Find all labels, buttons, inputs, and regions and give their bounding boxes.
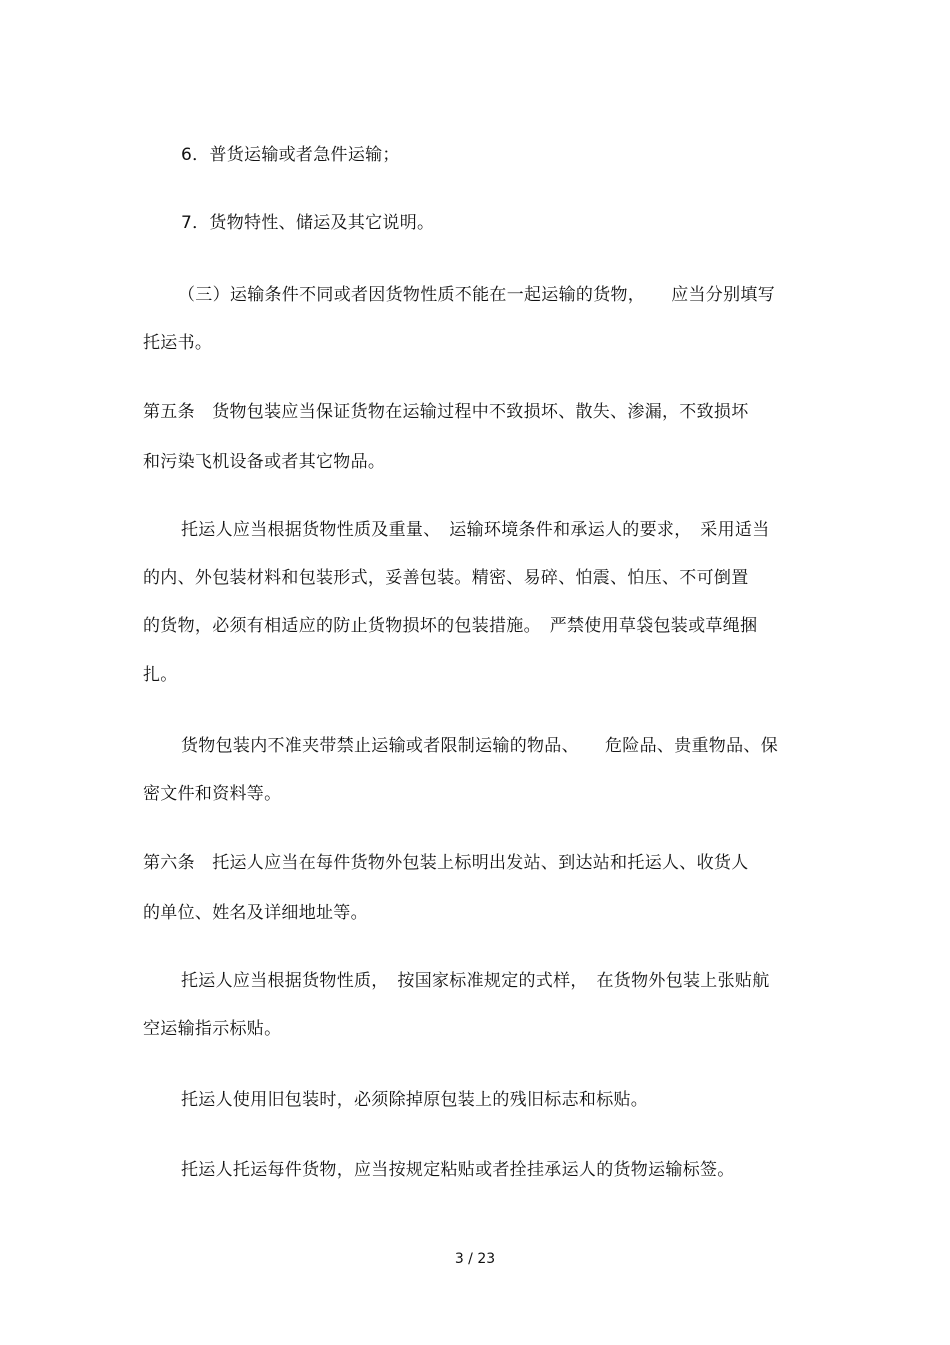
- text-line-para-packaging-3: 的货物，必须有相适应的防止货物损坏的包装措施。 严禁使用草袋包装或草绳捆: [143, 616, 758, 636]
- text-line-para-transport-tag: 托运人托运每件货物，应当按规定粘贴或者拴挂承运人的货物运输标签。: [181, 1160, 735, 1180]
- text-line-article-6: 第六条 托运人应当在每件货物外包装上标明出发站、到达站和托运人、收货人: [143, 853, 749, 873]
- text-line-section-3-cont: 托运书。: [143, 333, 213, 353]
- text-line-para-labels-2: 空运输指示标贴。: [143, 1019, 282, 1039]
- text-line-item-6: 6．普货运输或者急件运输；: [181, 145, 400, 165]
- text-line-para-packaging-2: 的内、外包装材料和包装形式，妥善包装。精密、易碎、怕震、怕压、不可倒置: [143, 568, 749, 588]
- text-line-item-7: 7．货物特性、储运及其它说明。: [181, 213, 435, 233]
- text-line-para-prohibited-1: 货物包装内不准夹带禁止运输或者限制运输的物品、 危险品、贵重物品、保: [181, 736, 778, 756]
- text-line-article-5: 第五条 货物包装应当保证货物在运输过程中不致损坏、散失、渗漏，不致损坏: [143, 402, 749, 422]
- page-number: 3 / 23: [454, 1251, 496, 1267]
- text-line-section-3: （三）运输条件不同或者因货物性质不能在一起运输的货物， 应当分别填写: [178, 285, 775, 305]
- text-line-para-prohibited-2: 密文件和资料等。: [143, 784, 282, 804]
- text-line-article-5-cont: 和污染飞机设备或者其它物品。: [143, 452, 386, 472]
- text-line-para-old-packaging: 托运人使用旧包装时，必须除掉原包装上的残旧标志和标贴。: [181, 1090, 649, 1110]
- text-line-para-labels-1: 托运人应当根据货物性质， 按国家标准规定的式样， 在货物外包装上张贴航: [181, 971, 770, 991]
- text-line-para-packaging-4: 扎。: [143, 665, 178, 685]
- text-line-para-packaging-1: 托运人应当根据货物性质及重量、 运输环境条件和承运人的要求， 采用适当: [181, 520, 770, 540]
- text-line-article-6-cont: 的单位、姓名及详细地址等。: [143, 903, 368, 923]
